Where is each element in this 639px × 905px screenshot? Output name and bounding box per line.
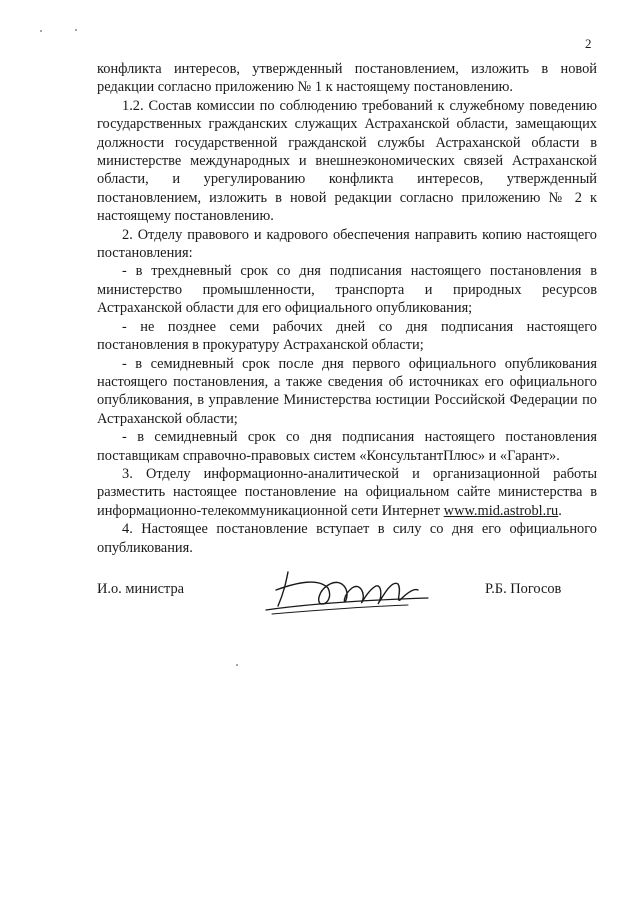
signer-position: И.о. министра [97,581,185,597]
paragraph-2-item-2: - не позднее семи рабочих дней со дня подписания настоящего постановления в прокуратуру Астраханской области; [97,318,597,354]
scan-speck [40,30,42,32]
paragraph-2-item-1: - в трехдневный срок со дня подписания настоящего постановления в министерство промышленности, транспорта и природных ресурсов Астраханской области для его официального опубликования; [97,263,597,317]
paragraph-3: 3. Отделу информационно-аналитической и организационной работы разместить настоящее постановление на официальном сайте министерства в информационно-телекоммуникационной сети Интернет www.mid.astrobl.ru. [97,465,597,519]
paragraph-2: 2. Отделу правового и кадрового обеспечения направить копию настоящего постановления: [97,226,597,262]
handwritten-signature [258,560,438,620]
document-body [97,60,597,557]
paragraph-3-text: 3. Отделу информационно-аналитической и организационной работы разместить настоящее постановление на официальном сайте министерства в информационно-телекоммуникационной сети Интернет [97,465,597,519]
page-number: 2 [585,36,592,51]
scan-speck [75,29,77,31]
paragraph-2-item-3: - в семидневный срок после дня первого официального опубликования настоящего постановления, а также сведения об источниках его официального опубликования, в управление Министерства юстиции Российской Федерации по Астраханской области; [97,355,597,427]
paragraph-4: 4. Настоящее постановление вступает в силу со дня его официального опубликования. [97,521,597,556]
signer-name: Р.Б. Погосов [485,581,562,597]
scan-speck [236,664,238,666]
paragraph-1-2: 1.2. Состав комиссии по соблюдению требований к служебному поведению государственных гражданских служащих Астраханской области, замещающих должности государственной гражданской службы Астраханской области в министерстве международных и внешнеэкономических связей Астраханской области, и урегулированию конфликта интересов, утвержденный постановлением, изложить в новой редакции согласно приложению № 2 к настоящему постановлению. [97,97,597,225]
paragraph-1-1-continuation: конфликта интересов, утвержденный постановлением, изложить в новой редакции согласно приложению № 1 к настоящему постановлению. [97,61,597,96]
website-link[interactable]: www.mid.astrobl.ru [443,502,559,519]
paragraph-2-item-4: - в семидневный срок со дня подписания настоящего постановления поставщикам справочно-правовых систем «КонсультантПлюс» и «Гарант». [97,429,597,464]
